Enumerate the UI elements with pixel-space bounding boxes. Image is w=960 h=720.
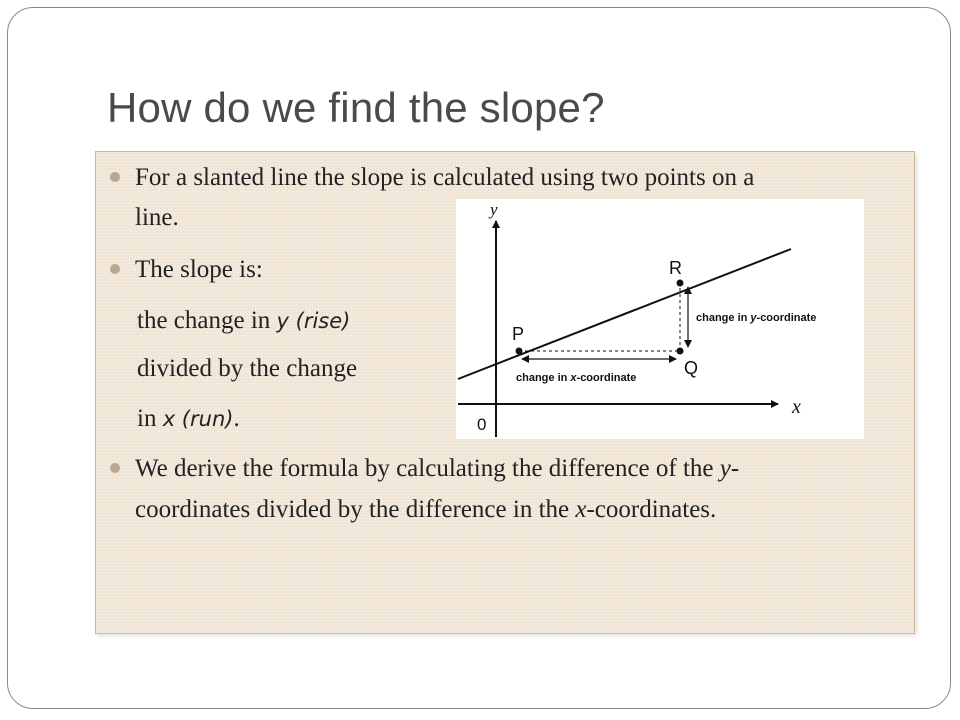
point-p-label: P: [512, 324, 525, 344]
rise-label: [696, 312, 816, 324]
run-label: [516, 372, 636, 384]
point-r-label: R: [669, 258, 682, 278]
point-q-dot: [677, 348, 684, 355]
slope-rise-prefix: the change in: [137, 307, 277, 334]
bullet-3-line-1-text: We derive the formula by calculating the difference of the: [135, 455, 720, 482]
run-label-it: x: [570, 372, 577, 384]
slope-rise-term: y (rise): [276, 309, 351, 333]
slope-run-suffix: .: [233, 405, 240, 432]
slope-run-term: x (run): [162, 407, 234, 431]
point-q-label: Q: [684, 358, 699, 378]
slope-diagram: [456, 199, 864, 439]
bullet-3-line-1: [135, 456, 739, 481]
run-label-pre: change in: [516, 372, 571, 384]
bullet-3-line-2: [135, 497, 716, 522]
bullet-3-line-2-suffix: -coordinates.: [586, 496, 717, 523]
y-axis-label: y: [490, 200, 498, 219]
bullet-2-text: The slope is:: [135, 256, 263, 283]
rise-label-post: -coordinate: [756, 312, 817, 324]
slope-run-line: [137, 406, 240, 431]
slope-divided-line: divided by the change: [137, 355, 358, 382]
bullet-1-line-1: For a slanted line the slope is calculated using two points on a: [135, 164, 755, 191]
slope-diagram-svg: [456, 199, 864, 439]
slide-title: How do we find the slope?: [107, 84, 605, 131]
bullet-3-line-1-var: y: [719, 455, 731, 482]
bullet-1-line-2: line.: [135, 204, 179, 231]
slope-rise-line: [137, 308, 350, 333]
run-label-post: -coordinate: [576, 372, 637, 384]
x-axis-label: x: [792, 396, 801, 418]
bullet-3-line-2-var: x: [575, 496, 587, 523]
bullet-marker: [110, 172, 120, 182]
slope-run-prefix: in: [137, 405, 163, 432]
rise-label-it: y: [750, 312, 757, 324]
point-r-dot: [677, 280, 684, 287]
origin-label: 0: [477, 415, 487, 434]
bullet-3-line-1-hyphen: -: [730, 455, 740, 482]
bullet-marker: [110, 463, 120, 473]
bullet-marker: [110, 264, 120, 274]
bullet-3-line-2-text: coordinates divided by the difference in the: [135, 496, 576, 523]
rise-label-pre: change in: [696, 312, 751, 324]
point-p-dot: [516, 348, 523, 355]
